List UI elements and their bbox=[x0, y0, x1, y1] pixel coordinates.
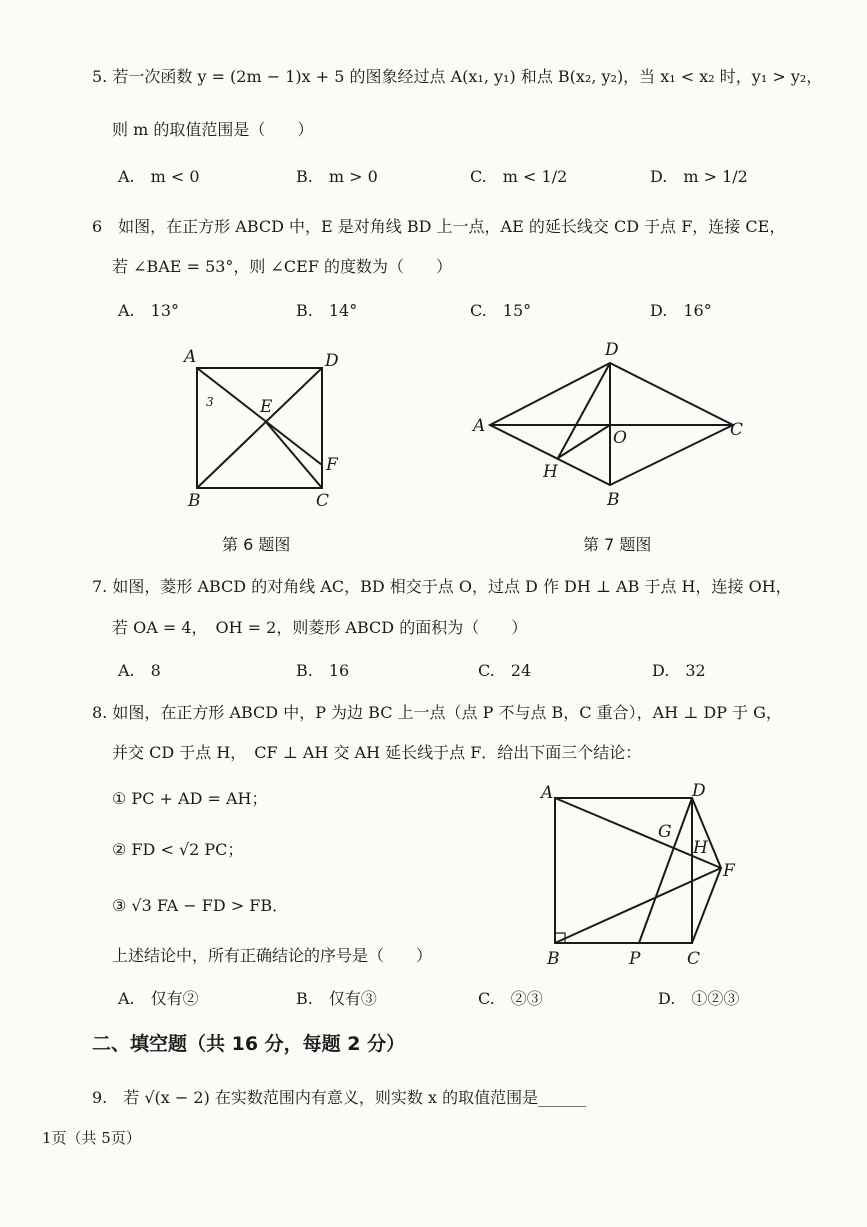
q7-figure-caption: 第 7 题图 bbox=[583, 535, 652, 554]
q7-option-d: D. 32 bbox=[652, 661, 706, 680]
q8-label-f: F bbox=[723, 861, 735, 881]
q8-label-a: A bbox=[541, 783, 554, 803]
q7-segment-oh bbox=[558, 425, 610, 458]
q8-label-g: G bbox=[658, 822, 672, 842]
q6-option-d: D. 16° bbox=[650, 301, 712, 320]
q6-label-e: E bbox=[260, 397, 273, 417]
q8-option-b: B. 仅有③ bbox=[296, 989, 377, 1008]
q6-option-c: C. 15° bbox=[470, 301, 532, 320]
q8-option-c: C. ②③ bbox=[478, 989, 543, 1008]
q6-diagonal-bd bbox=[197, 368, 322, 488]
q8-segment-dp bbox=[639, 798, 692, 943]
q8-option-d: D. ①②③ bbox=[658, 989, 740, 1008]
q6-label-a: A bbox=[184, 347, 197, 367]
q5-line1: 5. 若一次函数 y = (2m − 1)x + 5 的图象经过点 A(x₁, y₁) 和点 B(x₂, y₂)，当 x₁ < x₂ 时，y₁ > y₂， bbox=[92, 67, 823, 86]
q7-label-h: H bbox=[543, 462, 558, 482]
q6-label-d: D bbox=[325, 351, 339, 371]
q8-conclusion-2: ② FD < √2 PC； bbox=[112, 840, 244, 859]
q8-label-h: H bbox=[693, 838, 708, 858]
q6-option-a: A. 13° bbox=[118, 301, 180, 320]
q6-label-c: C bbox=[316, 491, 330, 511]
q5-option-b: B. m > 0 bbox=[296, 167, 378, 186]
q6-figure-caption: 第 6 题图 bbox=[222, 535, 291, 554]
q6-label-f: F bbox=[326, 455, 338, 475]
q7-label-d: D bbox=[605, 340, 619, 360]
q9-line: 9. 若 √(x − 2) 在实数范围内有意义，则实数 x 的取值范围是______ bbox=[92, 1088, 587, 1107]
q7-option-c: C. 24 bbox=[478, 661, 532, 680]
q6-line1: 6 如图，在正方形 ABCD 中，E 是对角线 BD 上一点，AE 的延长线交 CD 于点 F，连接 CE， bbox=[92, 217, 786, 236]
q7-line2: 若 OA = 4， OH = 2，则菱形 ABCD 的面积为（ ） bbox=[112, 618, 528, 637]
page-footer: 1页（共 5页） bbox=[42, 1129, 141, 1147]
q6-figure bbox=[180, 340, 350, 520]
q8-conclusion-3: ③ √3 FA − FD > FB． bbox=[112, 896, 289, 915]
q8-line1: 8. 如图，在正方形 ABCD 中，P 为边 BC 上一点（点 P 不与点 B，C 重合），AH ⊥ DP 于 G， bbox=[92, 703, 782, 722]
q6-label-b: B bbox=[188, 491, 201, 511]
q8-line2: 并交 CD 于点 H， CF ⊥ AH 交 AH 延长线于点 F．给出下面三个结论： bbox=[112, 743, 642, 762]
q5-option-c: C. m < 1/2 bbox=[470, 167, 568, 186]
q7-label-a: A bbox=[473, 416, 486, 436]
q5-option-a: A. m < 0 bbox=[118, 167, 200, 186]
q8-label-b: B bbox=[547, 949, 560, 969]
q6-option-b: B. 14° bbox=[296, 301, 358, 320]
q6-line2: 若 ∠BAE = 53°，则 ∠CEF 的度数为（ ） bbox=[112, 257, 453, 276]
section2-title: 二、填空题（共 16 分，每题 2 分） bbox=[92, 1033, 406, 1055]
q8-label-d: D bbox=[692, 781, 706, 801]
q8-square bbox=[555, 798, 692, 943]
q5-line2: 则 m 的取值范围是（ ） bbox=[112, 120, 314, 139]
q8-label-c: C bbox=[687, 949, 701, 969]
q7-label-b: B bbox=[607, 490, 620, 510]
q8-figure bbox=[535, 780, 745, 970]
q6-angle-mark: 3 bbox=[206, 395, 214, 409]
q8-option-a: A. 仅有② bbox=[118, 989, 199, 1008]
q5-option-d: D. m > 1/2 bbox=[650, 167, 748, 186]
q6-segment-ce bbox=[266, 422, 322, 488]
q7-label-c: C bbox=[730, 420, 744, 440]
q7-option-b: B. 16 bbox=[296, 661, 350, 680]
q7-line1: 7. 如图，菱形 ABCD 的对角线 AC，BD 相交于点 O，过点 D 作 DH ⊥ AB 于点 H，连接 OH， bbox=[92, 577, 792, 596]
q7-option-a: A. 8 bbox=[118, 661, 161, 680]
q8-label-p: P bbox=[629, 949, 641, 969]
q8-conclusion-1: ① PC + AD = AH； bbox=[112, 789, 268, 808]
q8-prompt: 上述结论中，所有正确结论的序号是（ ） bbox=[112, 946, 433, 965]
q7-label-o: O bbox=[613, 428, 627, 448]
q7-figure bbox=[465, 335, 755, 515]
